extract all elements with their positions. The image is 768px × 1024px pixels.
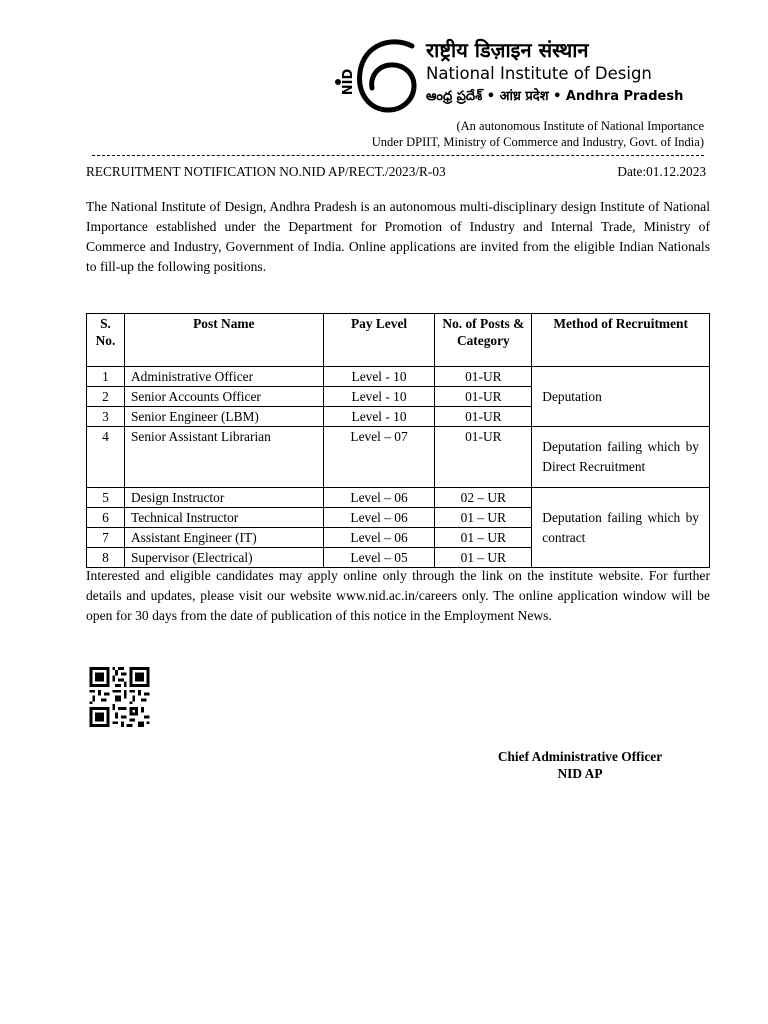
cell-sno: 2	[87, 387, 125, 407]
cell-count: 01 – UR	[435, 508, 532, 528]
header-posts-category: No. of Posts & Category	[435, 314, 532, 367]
cell-post: Administrative Officer	[124, 367, 323, 387]
table-row	[87, 488, 710, 508]
cell-post: Senior Assistant Librarian	[124, 427, 323, 488]
cell-sno: 1	[87, 367, 125, 387]
logo-letters: NID	[341, 68, 356, 96]
nid-logo	[334, 38, 714, 118]
positions-table	[86, 313, 710, 568]
cell-sno: 8	[87, 548, 125, 568]
cell-sno: 5	[87, 488, 125, 508]
header-divider	[92, 155, 704, 156]
cell-post: Senior Accounts Officer	[124, 387, 323, 407]
cell-count: 01 – UR	[435, 528, 532, 548]
cell-sno: 6	[87, 508, 125, 528]
cell-pay: Level - 10	[323, 387, 435, 407]
logo-text	[426, 38, 683, 108]
subtitle-line-2: Under DPIIT, Ministry of Commerce and Industry, Govt. of India)	[371, 135, 704, 149]
cell-method-group2: Deputation failing which by Direct Recruitment	[532, 427, 710, 488]
cell-post: Technical Instructor	[124, 508, 323, 528]
cell-sno: 7	[87, 528, 125, 548]
cell-pay: Level – 07	[323, 427, 435, 488]
signatory-org: NID AP	[557, 766, 603, 781]
qr-code-icon[interactable]	[88, 667, 151, 727]
cell-pay: Level – 05	[323, 548, 435, 568]
table-header-row	[87, 314, 710, 367]
cell-pay: Level – 06	[323, 528, 435, 548]
nid-logo-mark-icon	[334, 38, 424, 116]
cell-post: Assistant Engineer (IT)	[124, 528, 323, 548]
header-method: Method of Recruitment	[532, 314, 710, 367]
table-row	[87, 427, 710, 488]
notification-number: RECRUITMENT NOTIFICATION NO.NID AP/RECT./2023/R-03	[86, 164, 446, 179]
cell-count: 01 – UR	[435, 548, 532, 568]
signature-block	[440, 748, 720, 782]
cell-pay: Level – 06	[323, 488, 435, 508]
closing-paragraph: Interested and eligible candidates may apply online only through the link on the institute website. For further details and updates, please visit our website www.nid.ac.in/careers only. The online application window will be open for 30 days from the date of publication of this notice in the Employment News.	[86, 568, 710, 623]
notification-date: Date:01.12.2023	[617, 164, 706, 179]
location-multilingual: ఆంధ్ర ప్రదేశ్ • आंध्र प्रदेश • Andhra Pradesh	[426, 89, 684, 104]
cell-pay: Level - 10	[323, 367, 435, 387]
cell-count: 02 – UR	[435, 488, 532, 508]
cell-post: Senior Engineer (LBM)	[124, 407, 323, 427]
table-row	[87, 367, 710, 387]
org-name-hindi: राष्ट्रीय डिज़ाइन संस्थान	[426, 38, 589, 62]
notification-ref-line	[86, 163, 706, 181]
subtitle-line-1: (An autonomous Institute of National Importance	[456, 119, 704, 133]
cell-method-group3: Deputation failing which by contract	[532, 488, 710, 568]
cell-pay: Level - 10	[323, 407, 435, 427]
signatory-title: Chief Administrative Officer	[497, 749, 663, 764]
cell-count: 01-UR	[435, 427, 532, 488]
header-pay-level: Pay Level	[323, 314, 435, 367]
cell-count: 01-UR	[435, 367, 532, 387]
cell-post: Design Instructor	[124, 488, 323, 508]
cell-post: Supervisor (Electrical)	[124, 548, 323, 568]
header-sno: S. No.	[87, 314, 125, 367]
cell-sno: 3	[87, 407, 125, 427]
cell-pay: Level – 06	[323, 508, 435, 528]
cell-count: 01-UR	[435, 387, 532, 407]
intro-paragraph: The National Institute of Design, Andhra Pradesh is an autonomous multi-disciplinary design Institute of National Importance established under the Department for Promotion of Industry and Internal Trade, Ministry of Commerce and Industry, Government of India. Online applications are invited from the eligible Indian Nationals to fill-up the following positions.	[86, 199, 710, 274]
cell-sno: 4	[87, 427, 125, 488]
cell-method-group1: Deputation	[532, 367, 710, 427]
org-name-english: National Institute of Design	[426, 64, 652, 83]
header-post-name: Post Name	[124, 314, 323, 367]
cell-count: 01-UR	[435, 407, 532, 427]
